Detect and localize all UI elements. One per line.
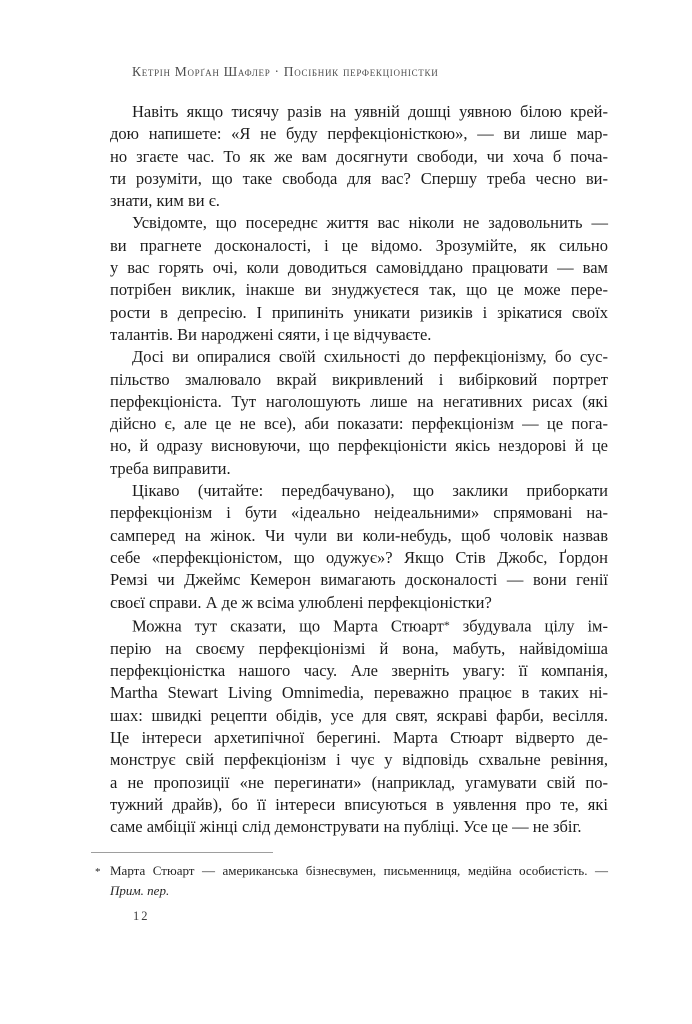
footnote-marker: *	[95, 866, 101, 878]
text-line: шах: швидкі рецепти обідів, усе для свят, яскраві фарби, весілля.	[110, 705, 608, 725]
footnote-text	[110, 861, 608, 901]
text-line: но згаєте час. То як же вам досягнути свободи, чи хоча б поча-	[110, 146, 608, 166]
text-line: знати, ким ви є.	[110, 191, 220, 211]
body-text	[110, 101, 608, 838]
footnote	[95, 861, 608, 901]
text-line: дійсно є, але це не все), аби показати: перфекціонізм — це пога-	[110, 414, 608, 434]
text-line: пільство змалювало вкрай викривлений і вибірковий портрет	[110, 369, 608, 389]
text-line: монструє свій перфекціонізм і чує у відповідь схвальне ревіння,	[110, 750, 608, 770]
footnote-reference-asterisk: *	[443, 617, 450, 632]
text-line: ви прагнете досконалості, і це відомо. Зрозумійте, як сильно	[110, 235, 608, 255]
text-line: себе «перфекціоністом, що одужує»? Якщо Стів Джобс, Ґордон	[110, 547, 608, 567]
text-line: треба виправити.	[110, 458, 231, 478]
text-line: а не пропозиції «не перегинати» (наприклад, угамувати свій по-	[110, 772, 608, 792]
paragraph	[110, 480, 608, 614]
footnote-separator-rule	[91, 852, 273, 853]
text-line: Навіть якщо тисячу разів на уявній дошці уявною білою крей-	[132, 102, 608, 121]
text-line: саме амбіції жінці слід демонструвати на публіці. Усе це — не збіг.	[110, 817, 582, 837]
text-line: у вас горять очі, коли доводиться самовіддано працювати — вам	[110, 258, 608, 278]
text-line: Можна тут сказати, що Марта Стюарт* збудувала цілу ім-	[132, 616, 608, 636]
footnote-line: Марта Стюарт — американська бізнесвумен, письменниця, медійна особистість. —	[110, 863, 608, 878]
paragraph	[110, 212, 608, 346]
paragraph	[110, 101, 608, 212]
text-line: перфекціоніста. Тут наголошують лише на негативних рисах (які	[110, 391, 608, 411]
paragraph	[110, 614, 608, 839]
text-line: перфекціонізм і бути «ідеально неідеальними» спрямовані на-	[110, 503, 608, 523]
text-line: дою напишете: «Я не буду перфекціоністкою», — ви лише мар-	[110, 124, 608, 144]
text-line: перфекціоністка нашого часу. Але зверніть увагу: її компанія,	[110, 661, 608, 681]
text-line: тужний драйв), бо її інтереси вписуються в уявлення про те, які	[110, 794, 608, 814]
text-line: Martha Stewart Living Omnimedia, переважно працює в таких ні-	[110, 683, 608, 703]
text-line: Це інтереси архетипічної берегині. Марта Стюарт відверто де-	[110, 727, 608, 747]
text-line: талантів. Ви народжені сяяти, і це відчуваєте.	[110, 324, 432, 344]
text-line: Цікаво (читайте: передбачувано), що заклики приборкати	[132, 481, 608, 501]
text-line: самперед на жінок. Чи чули ви коли-небудь, щоб чоловік назвав	[110, 525, 608, 545]
text-line: ти розуміти, що таке свобода для вас? Спершу треба чесно ви-	[110, 168, 608, 188]
text-line: Ремзі чи Джеймс Кемерон вимагають досконалості — вони генії	[110, 570, 608, 590]
text-line: потрібен виклик, інакше ви знуджуєтеся так, що це може пере-	[110, 280, 608, 300]
text-line: перію на своєму перфекціонізмі й вона, мабуть, найвідоміша	[110, 638, 608, 658]
running-header: Кетрін Морґан Шафлер · Посібник перфекціоністки	[132, 64, 439, 79]
text-line: Усвідомте, що посереднє життя вас ніколи не задовольнить —	[132, 213, 608, 233]
text-line: рости в депресію. І припиніть уникати ризиків і зрікатися своїх	[110, 302, 608, 322]
page-number: 12	[133, 909, 150, 923]
footnote-translator-note: Прим. пер.	[110, 883, 170, 898]
paragraph	[110, 346, 608, 480]
text-line: но, й одразу висновуючи, що перфекціоністи якісь нездорові й це	[110, 436, 608, 456]
text-line: Досі ви опиралися своїй схильності до перфекціонізму, бо сус-	[132, 347, 608, 367]
text-line: своєї справи. А де ж всіма улюблені перфекціоністки?	[110, 592, 492, 612]
